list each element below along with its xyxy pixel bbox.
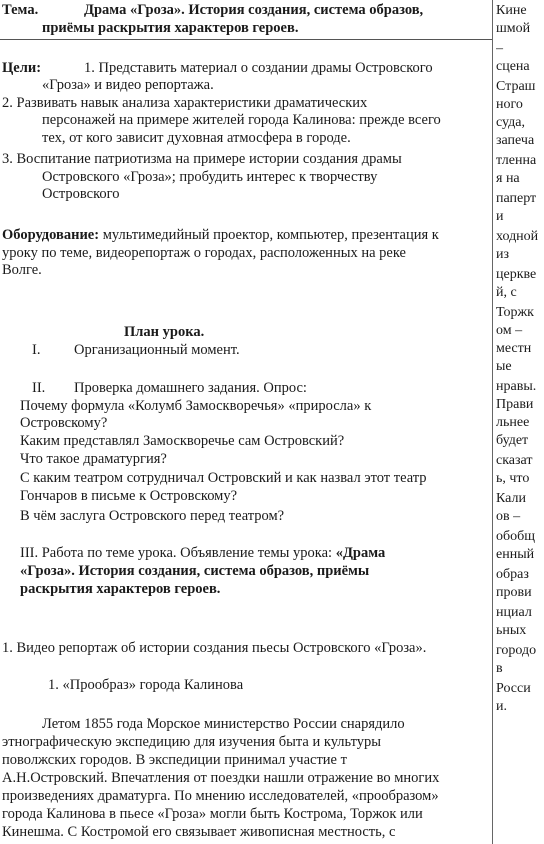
side-column-line: льнее bbox=[496, 415, 530, 430]
plan-item-3-prefix: III. Работа по теме урока. Объявление темы урока: bbox=[20, 545, 336, 561]
plan-item-2-text: Проверка домашнего задания. Опрос: bbox=[74, 380, 307, 396]
topic-title-line2: приёмы раскрытия характеров героев. bbox=[42, 20, 299, 36]
side-column-line: Кали bbox=[496, 491, 526, 506]
side-column-line: запеча bbox=[496, 133, 535, 148]
side-column-line: Прави bbox=[496, 397, 534, 412]
side-column-line: суда, bbox=[496, 115, 525, 130]
side-column-line: тленна bbox=[496, 153, 537, 168]
side-column-line: Кине bbox=[496, 3, 527, 18]
body-line2: этнографическую экспедицию для изучения быта и культуры bbox=[2, 734, 381, 750]
question-1-line1: Почему формула «Колумб Замоскворечья» «приросла» к bbox=[20, 398, 372, 414]
side-column-line: ходной bbox=[496, 229, 539, 244]
side-column-line: енный bbox=[496, 547, 535, 562]
side-column-line: городо bbox=[496, 643, 537, 658]
side-column-line: нравы. bbox=[496, 379, 537, 394]
body-line5: произведениях драматурга. По мнению исследователей, «прообразом» bbox=[2, 788, 439, 804]
side-column-line: паперт bbox=[496, 191, 537, 206]
column-divider bbox=[492, 0, 493, 844]
side-column-line: ов – bbox=[496, 509, 521, 524]
body-line6: города Калинова в пьесе «Гроза» могли быть Кострома, Торжок или bbox=[2, 806, 423, 822]
side-column-line: ые bbox=[496, 359, 512, 374]
side-column-line: в bbox=[496, 661, 503, 676]
side-column-line: ом – bbox=[496, 323, 523, 338]
plan-title: План урока. bbox=[124, 324, 205, 340]
goal-2-line1: 2. Развивать навык анализа характеристики драматических bbox=[2, 95, 368, 111]
plan-item-1-text: Организационный момент. bbox=[74, 342, 240, 358]
side-column-line: Торжк bbox=[496, 305, 534, 320]
side-column-line: й, с bbox=[496, 285, 517, 300]
side-column-line: прови bbox=[496, 585, 532, 600]
body-line3: поволжских городов. В экспедиции принимал участие т bbox=[2, 752, 347, 768]
side-column-line: и bbox=[496, 209, 504, 224]
plan-item-3-topic-start: «Драма bbox=[335, 545, 386, 561]
side-column-line: ного bbox=[496, 97, 523, 112]
topic-title-line1: Драма «Гроза». История создания, система образов, bbox=[84, 2, 424, 18]
goal-2-line2: персонажей на примере жителей города Калинова: прежде всего bbox=[42, 112, 441, 128]
side-column-line: Росси bbox=[496, 681, 531, 696]
plan-item-3-line3: раскрытия характеров героев. bbox=[20, 581, 221, 597]
header-rule bbox=[0, 39, 492, 40]
question-1-line2: Островскому? bbox=[20, 415, 108, 431]
equipment-line1 bbox=[2, 227, 439, 244]
side-column-line: шмой bbox=[496, 21, 531, 36]
goal-3-line1: 3. Воспитание патриотизма на примере истории создания драмы bbox=[2, 151, 402, 167]
side-column-line: сцена bbox=[496, 59, 530, 74]
equipment-line3: Волге. bbox=[2, 262, 42, 278]
equipment-line2: уроку по теме, видеорепортаж о городах, расположенных на реке bbox=[2, 245, 406, 261]
equipment-text: мультимедийный проектор, компьютер, презентация к bbox=[99, 227, 439, 243]
body-line4: А.Н.Островский. Впечатления от поездки нашли отражение во многих bbox=[2, 770, 440, 786]
side-column-line: из bbox=[496, 247, 510, 262]
side-column-line: образ bbox=[496, 567, 529, 582]
side-column-line: нциал bbox=[496, 605, 532, 620]
goal-2-line3: тех, от кого зависит духовная атмосфера в городе. bbox=[42, 130, 351, 146]
side-column-line: ьных bbox=[496, 623, 527, 638]
side-column-line: Страш bbox=[496, 79, 536, 94]
goal-3-line3: Островского bbox=[42, 186, 120, 202]
side-column-line: и. bbox=[496, 699, 507, 714]
body-line1: Летом 1855 года Морское министерство России снарядило bbox=[42, 716, 405, 732]
goal-3-line2: Островского «Гроза»; пробудить интерес к творчеству bbox=[42, 169, 378, 185]
plan-item-3-line1 bbox=[20, 545, 385, 562]
question-4-line1: С каким театром сотрудничал Островский и как назвал этот театр bbox=[20, 470, 427, 486]
goals-label: Цели: bbox=[2, 60, 42, 76]
side-column-line: я на bbox=[496, 171, 520, 186]
question-5: В чём заслуга Островского перед театром? bbox=[20, 508, 285, 524]
plan-item-3-line2: «Гроза». История создания, система образов, приёмы bbox=[20, 563, 370, 579]
plan-item-2-num: II. bbox=[32, 380, 46, 396]
question-2: Каким представлял Замоскворечье сам Островский? bbox=[20, 433, 345, 449]
side-column-line: ь, что bbox=[496, 471, 530, 486]
topic-label: Тема. bbox=[2, 2, 39, 18]
side-column-line: – bbox=[496, 41, 503, 56]
question-3: Что такое драматургия? bbox=[20, 451, 167, 467]
goal-1-line1: 1. Представить материал о создании драмы Островского bbox=[84, 60, 433, 76]
question-4-line2: Гончаров в письме к Островскому? bbox=[20, 488, 238, 504]
equipment-label: Оборудование: bbox=[2, 227, 100, 243]
side-column-line: будет bbox=[496, 433, 529, 448]
side-column-line: местн bbox=[496, 341, 532, 356]
video-report-line: 1. Видео репортаж об истории создания пьесы Островского «Гроза». bbox=[2, 640, 427, 656]
side-column-line: сказат bbox=[496, 453, 533, 468]
side-column-line: обобщ bbox=[496, 529, 536, 544]
side-column bbox=[496, 0, 544, 844]
goal-1-line2: «Гроза» и видео репортажа. bbox=[42, 77, 214, 93]
prototype-heading: 1. «Прообраз» города Калинова bbox=[48, 677, 244, 693]
plan-item-1-num: I. bbox=[32, 342, 41, 358]
body-line7: Кинешма. С Костромой его связывает живописная местность, с bbox=[2, 824, 396, 840]
side-column-line: церкве bbox=[496, 267, 537, 282]
